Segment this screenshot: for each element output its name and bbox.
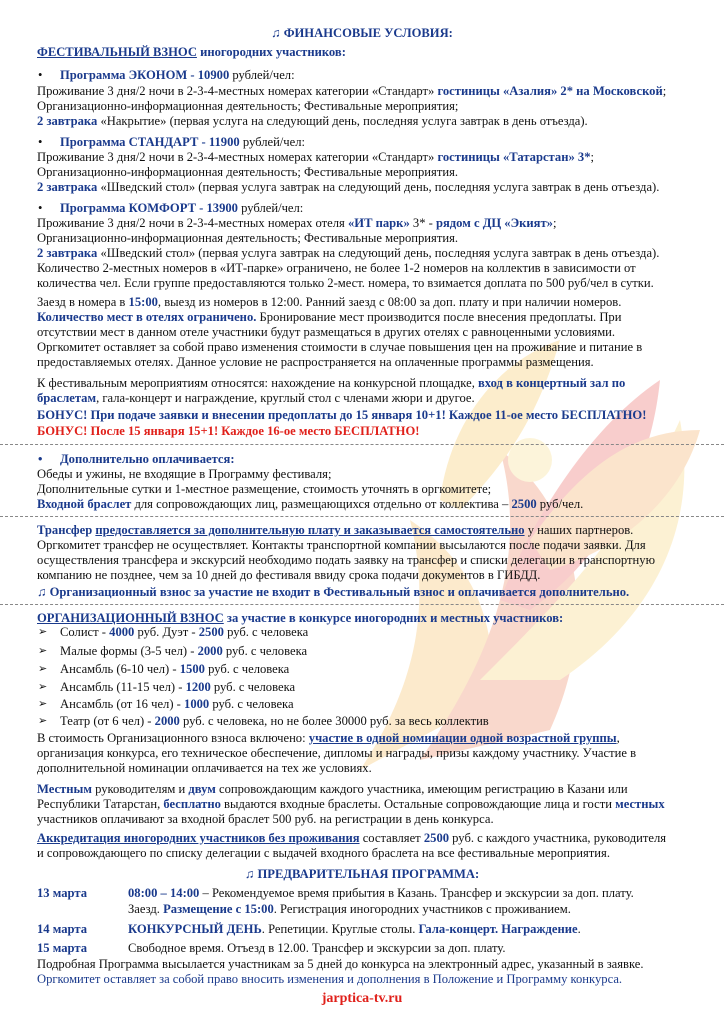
day3-line: Свободное время. Отъезд в 12.00. Трансфер и экскурсии за доп. плату. — [128, 941, 506, 955]
included-line1: В стоимость Организационного взноса включено: участие в одной номинации одной возрастной группы, — [37, 731, 620, 745]
limited-line2: отсутствии мест в данном отеле участники будут размещаться в других отелях с равноценными условиями. — [37, 325, 616, 339]
day1-line2: Заезд. Размещение с 15:00. Регистрация иногородних участников с проживанием. — [128, 902, 571, 916]
bullet-icon: ➢ — [38, 663, 48, 675]
economy-line1: Проживание 3 дня/2 ночи в 2-3-4-местных номерах категории «Стандарт» гостиницы «Азалия» 2* на Московской; — [37, 84, 667, 98]
program-title: ♫ ПРЕДВАРИТЕЛЬНАЯ ПРОГРАММА: — [244, 867, 480, 881]
comfort-line4: Количество 2-местных номеров в «ИТ-парке» ограничено, не более 1-2 номеров на коллектив в зависимости от — [37, 261, 636, 275]
bonus-line1: БОНУС! При подаче заявки и внесении предоплаты до 15 января 10+1! Каждое 11-ое место БЕСПЛАТНО! — [37, 408, 647, 422]
local-line1: Местным руководителям и двум сопровождающим каждого участника, имеющим регистрацию в Казани или — [37, 782, 628, 796]
bullet-icon: ➢ — [38, 681, 48, 693]
day2-line: КОНКУРСНЫЙ ДЕНЬ. Репетиции. Круглые столы. Гала-концерт. Награждение. — [128, 922, 581, 936]
events-line1: К фестивальным мероприятиям относятся: нахождение на конкурсной площадке, вход в концертный зал по — [37, 376, 626, 390]
org-fee-item: ➢ Солист - 4000 руб. Дуэт - 2500 руб. с человека — [38, 625, 309, 639]
comfort-line3: 2 завтрака «Шведский стол» (первая услуга завтрак на следующий день, последняя услуга завтрак в день отъезда). — [37, 246, 660, 260]
accreditation-line2: и сопровождающего по списку делегации с выдачей входного браслета на все фестивальные мероприятия. — [37, 846, 610, 860]
transfer-line2: Оргкомитет трансфер не осуществляет. Контакты транспортной компании высылаются после подачи заявки. Для — [37, 538, 646, 552]
org-fee-item: ➢ Театр (от 6 чел) - 2000 руб. с человека, но не более 30000 руб. за весь коллектив — [38, 714, 489, 728]
transfer-note: ♫ Организационный взнос за участие не входит в Фестивальный взнос и оплачивается дополнительно. — [37, 585, 630, 599]
comfort-line2: Организационно-информационная деятельность; Фестивальные мероприятия. — [37, 231, 459, 245]
finance-title: ♫ ФИНАНСОВЫЕ УСЛОВИЯ: — [271, 26, 453, 40]
org-fee-item: ➢ Ансамбль (от 16 чел) - 1000 руб. с человека — [38, 697, 294, 711]
standard-line2: Организационно-информационная деятельность; Фестивальные мероприятия. — [37, 165, 459, 179]
extra-line1: Обеды и ужины, не входящие в Программу фестиваля; — [37, 467, 332, 481]
bullet-icon: ➢ — [38, 626, 48, 638]
events-line2: браслетам, гала-концерт и награждение, круглый стол с членами жюри и другое. — [37, 391, 475, 405]
comfort-line1: Проживание 3 дня/2 ночи в 2-3-4-местных номерах отеля «ИТ парк» 3* - рядом с ДЦ «Экият»; — [37, 216, 557, 230]
standard-line3: 2 завтрака «Шведский стол» (первая услуга завтрак на следующий день, последняя услуга завтрак в день отъезда). — [37, 180, 660, 194]
divider — [0, 604, 724, 605]
checkin-line: Заезд в номера в 15:00, выезд из номеров в 12:00. Ранний заезд с 08:00 за доп. плату и при наличии номеров. — [37, 295, 622, 309]
included-line3: дополнительной номинации оплачивается на тех же условиях. — [37, 761, 372, 775]
standard-line1: Проживание 3 дня/2 ночи в 2-3-4-местных номерах категории «Стандарт» гостиницы «Татарстан» 3*; — [37, 150, 594, 164]
program-comfort: • Программа КОМФОРТ - 13900 рублей/чел: — [60, 201, 700, 216]
economy-line3: 2 завтрака «Накрытие» (первая услуга на следующий день, последняя услуга завтрак в день отъезда). — [37, 114, 588, 128]
day1-line1: 08:00 – 14:00 – Рекомендуемое время прибытия в Казань. Трансфер и экскурсии за доп. плату. — [128, 886, 634, 900]
program-note2: Оргкомитет оставляет за собой право вносить изменения и дополнения в Положение и Программу конкурса. — [37, 972, 623, 986]
bullet-icon: ➢ — [38, 645, 48, 657]
local-line2: Республики Татарстан, бесплатно выдаются входные браслеты. Остальные сопровождающие лица и гости местных — [37, 797, 665, 811]
bullet-icon: ➢ — [38, 698, 48, 710]
org-fee-heading: ОРГАНИЗАЦИОННЫЙ ВЗНОС за участие в конкурсе иногородних и местных участников: — [37, 611, 564, 625]
transfer-line4: компанию не позднее, чем за 10 дней до фестиваля ввиду срока подачи документов в ГИБДД. — [37, 568, 541, 582]
limited-line1: Количество мест в отелях ограничено. Бронирование мест производится после внесения предоплаты. При — [37, 310, 622, 324]
transfer-line3: осуществления трансфера и экскурсий необходимо подать заявку на трансфер и списки делегации в транспортную — [37, 553, 655, 567]
bonus-line2: БОНУС! После 15 января 15+1! Каждое 16-ое место БЕСПЛАТНО! — [37, 424, 420, 438]
day2-date: 14 марта — [37, 922, 88, 936]
limited-line3: Оргкомитет оставляет за собой право изменения стоимости в случае повышения цен на проживание и питание в — [37, 340, 643, 354]
divider — [0, 444, 724, 445]
program-standard: • Программа СТАНДАРТ - 11900 рублей/чел: — [60, 135, 700, 150]
limited-line4: предоставляемых отелях. Данное условие не распространяется на оплаченные программы размещения. — [37, 355, 594, 369]
included-line2: организация конкурса, его техническое обеспечение, дипломы и награды, призы каждому участнику. Участие в — [37, 746, 637, 760]
comfort-line5: количества чел. Если группе предоставляются только 2-мест. номера, то взимается доплата по 500 руб/чел в сутки. — [37, 276, 654, 290]
economy-line2: Организационно-информационная деятельность; Фестивальные мероприятия; — [37, 99, 459, 113]
extra-line3: Входной браслет для сопровождающих лиц, размещающихся отдельно от коллектива – 2500 руб/чел. — [37, 497, 584, 511]
bullet-icon: ➢ — [38, 715, 48, 727]
extra-heading: • Дополнительно оплачивается: — [60, 452, 700, 467]
program-note1: Подробная Программа высылается участникам за 5 дней до конкурса на электронный адрес, указанный в заявке. — [37, 957, 644, 971]
org-fee-item: ➢ Малые формы (3-5 чел) - 2000 руб. с человека — [38, 644, 308, 658]
extra-line2: Дополнительные сутки и 1-местное размещение, стоимость уточнять в оргкомитете; — [37, 482, 492, 496]
website-link[interactable]: jarptica-tv.ru — [321, 991, 403, 1006]
day1-date: 13 марта — [37, 886, 88, 900]
org-fee-item: ➢ Ансамбль (11-15 чел) - 1200 руб. с человека — [38, 680, 296, 694]
org-fee-item: ➢ Ансамбль (6-10 чел) - 1500 руб. с человека — [38, 662, 290, 676]
transfer-line1: Трансфер предоставляется за дополнительную плату и заказывается самостоятельно у наших партнеров. — [37, 523, 634, 537]
festival-fee-heading: ФЕСТИВАЛЬНЫЙ ВЗНОС иногородних участников: — [37, 45, 346, 59]
accreditation-line1: Аккредитация иногородних участников без проживания составляет 2500 руб. с каждого участника, руководителя — [37, 831, 667, 845]
day3-date: 15 марта — [37, 941, 88, 955]
local-line3: участников оплачивают за входной браслет 500 руб. на регистрации в день конкурса. — [37, 812, 494, 826]
divider — [0, 516, 724, 517]
program-economy: • Программа ЭКОНОМ - 10900 рублей/чел: — [60, 68, 700, 83]
